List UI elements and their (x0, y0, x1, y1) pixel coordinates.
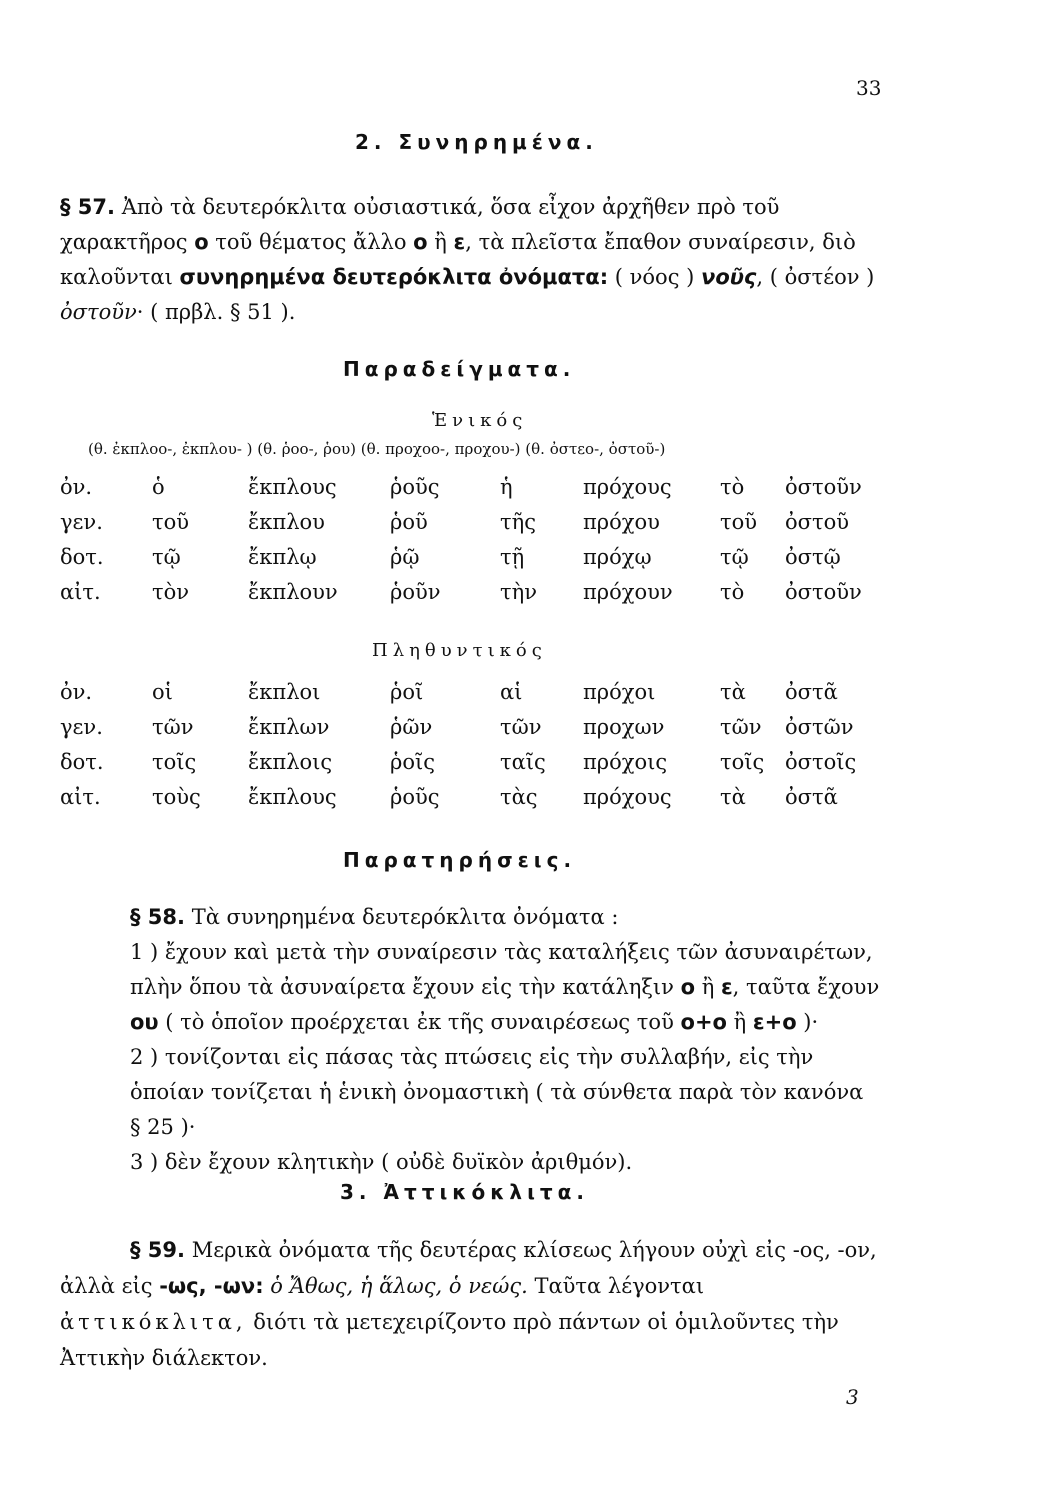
declension-cell: πρόχους (583, 785, 672, 809)
declension-cell: προχων (583, 715, 665, 739)
themes-line: (θ. ἐκπλοο-, ἐκπλου- ) (θ. ῥοο-, ῥου) (θ. προχοο-, προχου-) (θ. ὀστεο-, ὀστοῦ-) (88, 440, 666, 458)
declension-cell: πρόχους (583, 475, 672, 499)
declension-cell: τοῦ (720, 510, 758, 534)
footer-signature-mark: 3 (846, 1385, 859, 1409)
rule-2: 2 ) τονίζονται εἰς πάσας τὰς πτώσεις εἰς τὴν συλλαβήν, εἰς τὴν ὁποίαν τονίζεται ἡ ἑνικὴ ὀνομαστικὴ ( τὰ σύνθετα παρὰ τὸν κανόνα § 25 )· (130, 1045, 864, 1139)
declension-cell: ἔκπλους (248, 475, 337, 499)
declension-cell: δοτ. (60, 545, 104, 569)
section-mark: § 58. (130, 905, 186, 929)
declension-row (60, 750, 960, 782)
declension-cell: ῥοῦν (390, 580, 441, 604)
declension-cell: γεν. (60, 510, 103, 534)
declension-cell: δοτ. (60, 750, 104, 774)
declension-cell: ῥοῦς (390, 475, 440, 499)
declension-cell: ῥῶν (390, 715, 433, 739)
examples-heading: Παραδείγματα. (343, 357, 576, 381)
declension-cell: τοῦ (152, 510, 190, 534)
declension-cell: τοὺς (152, 785, 201, 809)
bold-term: συνηρημένα δευτερόκλιτα ὀνόματα: (179, 265, 609, 289)
declension-cell: οἱ (152, 680, 173, 704)
declension-cell: πρόχοι (583, 680, 656, 704)
declension-row (60, 580, 960, 612)
declension-cell: γεν. (60, 715, 103, 739)
declension-cell: τὸ (720, 475, 745, 499)
section-mark: § 57. (60, 195, 116, 219)
singular-heading: Ἑνικός (432, 410, 528, 431)
declension-cell: ῥῷ (390, 545, 420, 569)
plural-heading: Πληθυντικός (372, 640, 547, 661)
declension-cell: πρόχου (583, 510, 660, 534)
declension-cell: ῥοῖ (390, 680, 424, 704)
declension-cell: τῶν (152, 715, 194, 739)
declension-cell: τοῖς (720, 750, 765, 774)
declension-cell: τῷ (720, 545, 749, 569)
declension-cell: τῆς (500, 510, 536, 534)
paragraph-59: § 59. Μερικὰ ὀνόματα τῆς δευτέρας κλίσεως λήγουν οὐχὶ εἰς -ος, -ον, ἀλλὰ εἰς -ως, -ων: ὁ Ἄθως, ἡ ἅλως, ὁ νεώς. Ταῦτα λέγονται ἀττικόκλιτα, διότι τὰ μετεχειρίζοντο πρὸ πάντων οἱ ὁμιλοῦντες τὴν Ἀττικὴν διάλεκτον. (60, 1238, 877, 1370)
declension-cell: τὴν (500, 580, 537, 604)
declension-cell: ὀν. (60, 475, 93, 499)
declension-cell: τοῖς (152, 750, 197, 774)
section-title-synirimena: 2. Συνηρημένα. (355, 130, 598, 154)
declension-cell: τὰ (720, 680, 746, 704)
declension-cell: ὁ (152, 475, 165, 499)
rule-1: 1 ) ἔχουν καὶ μετὰ τὴν συναίρεσιν τὰς καταλήξεις τῶν ἀσυναιρέτων, πλὴν ὅπου τὰ ἀσυναίρετα ἔχουν εἰς τὴν κατάληξιν ο ἢ ε, ταῦτα ἔχουν ου ( τὸ ὁποῖον προέρχεται ἐκ τῆς συναιρέσεως τοῦ ο+ο ἢ ε+ο )· (130, 940, 880, 1034)
declension-cell: ὀστᾶ (785, 785, 838, 809)
declension-cell: πρόχῳ (583, 545, 652, 569)
declension-cell: ὀστῷ (785, 545, 841, 569)
paragraph-57: § 57. Ἀπὸ τὰ δευτερόκλιτα οὐσιαστικά, ὅσα εἶχον ἀρχῆθεν πρὸ τοῦ χαρακτῆρος ο τοῦ θέματος ἄλλο ο ἢ ε, τὰ πλεῖστα ἔπαθον συναίρεσιν, διὸ καλοῦνται συνηρημένα δευτερόκλιτα ὀνόματα: ( νόος ) νοῦς, ( ὀστέον ) ὀστοῦν· ( πρβλ. § 51 ). (60, 195, 875, 324)
declension-cell: ῥοῦς (390, 785, 440, 809)
declension-cell: ταῖς (500, 750, 546, 774)
declension-cell: αἰτ. (60, 580, 101, 604)
declension-cell: ἡ (500, 475, 513, 499)
section-mark: § 59. (130, 1238, 186, 1262)
declension-cell: τὸ (720, 580, 745, 604)
declension-cell: τὸν (152, 580, 190, 604)
declension-cell: τῇ (500, 545, 525, 569)
declension-cell: τῶν (720, 715, 762, 739)
declension-cell: ἔκπλους (248, 785, 337, 809)
declension-cell: ὀστῶν (785, 715, 854, 739)
declension-cell: ὀστοῦν (785, 580, 862, 604)
declension-cell: ὀν. (60, 680, 93, 704)
declension-cell: τῶν (500, 715, 542, 739)
declension-cell: τὰς (500, 785, 538, 809)
declension-cell: ὀστοῦ (785, 510, 850, 534)
declension-cell: πρόχοις (583, 750, 668, 774)
declension-cell: ὀστᾶ (785, 680, 838, 704)
declension-cell: αἰτ. (60, 785, 101, 809)
declension-cell: αἱ (500, 680, 523, 704)
declension-cell: τὰ (720, 785, 746, 809)
declension-cell: πρόχουν (583, 580, 673, 604)
observations-heading: Παρατηρήσεις. (343, 848, 577, 872)
declension-cell: ἔκπλοις (248, 750, 333, 774)
declension-row (60, 715, 960, 747)
declension-cell: ἔκπλου (248, 510, 325, 534)
declension-row (60, 680, 960, 712)
declension-row (60, 545, 960, 577)
declension-cell: ἔκπλῳ (248, 545, 317, 569)
rule-3: 3 ) δὲν ἔχουν κλητικὴν ( οὐδὲ δυϊκὸν ἀριθμόν). (130, 1150, 633, 1174)
paragraph-58: § 58. Τὰ συνηρημένα δευτερόκλιτα ὀνόματα : 1 ) ἔχουν καὶ μετὰ τὴν συναίρεσιν τὰς καταλήξεις τῶν ἀσυναιρέτων, πλὴν ὅπου τὰ ἀσυναίρετα ἔχουν εἰς τὴν κατάληξιν ο ἢ ε, ταῦτα ἔχουν ου ( τὸ ὁποῖον προέρχεται ἐκ τῆς συναιρέσεως τοῦ ο+ο ἢ ε+ο )· 2 ) τονίζονται εἰς πάσας τὰς πτώσεις εἰς τὴν συλλαβήν, εἰς τὴν ὁποίαν τονίζεται ἡ ἑνικὴ ὀνομαστικὴ ( τὰ σύνθετα παρὰ τὸν κανόνα § 25 )· 3 ) δὲν ἔχουν κλητικὴν ( οὐδὲ δυϊκὸν ἀριθμόν). (60, 900, 880, 1180)
section-title-attikoklita: 3. Ἀττικόκλιτα. (340, 1180, 589, 1204)
declension-cell: ὀστοῖς (785, 750, 857, 774)
declension-row (60, 785, 960, 817)
declension-cell: ῥοῖς (390, 750, 435, 774)
declension-cell: ῥοῦ (390, 510, 428, 534)
declension-cell: τῷ (152, 545, 181, 569)
declension-cell: ὀστοῦν (785, 475, 862, 499)
declension-row (60, 475, 960, 507)
declension-row (60, 510, 960, 542)
declension-cell: ἔκπλοι (248, 680, 321, 704)
page-number: 33 (856, 76, 882, 100)
declension-cell: ἔκπλουν (248, 580, 338, 604)
declension-cell: ἔκπλων (248, 715, 330, 739)
